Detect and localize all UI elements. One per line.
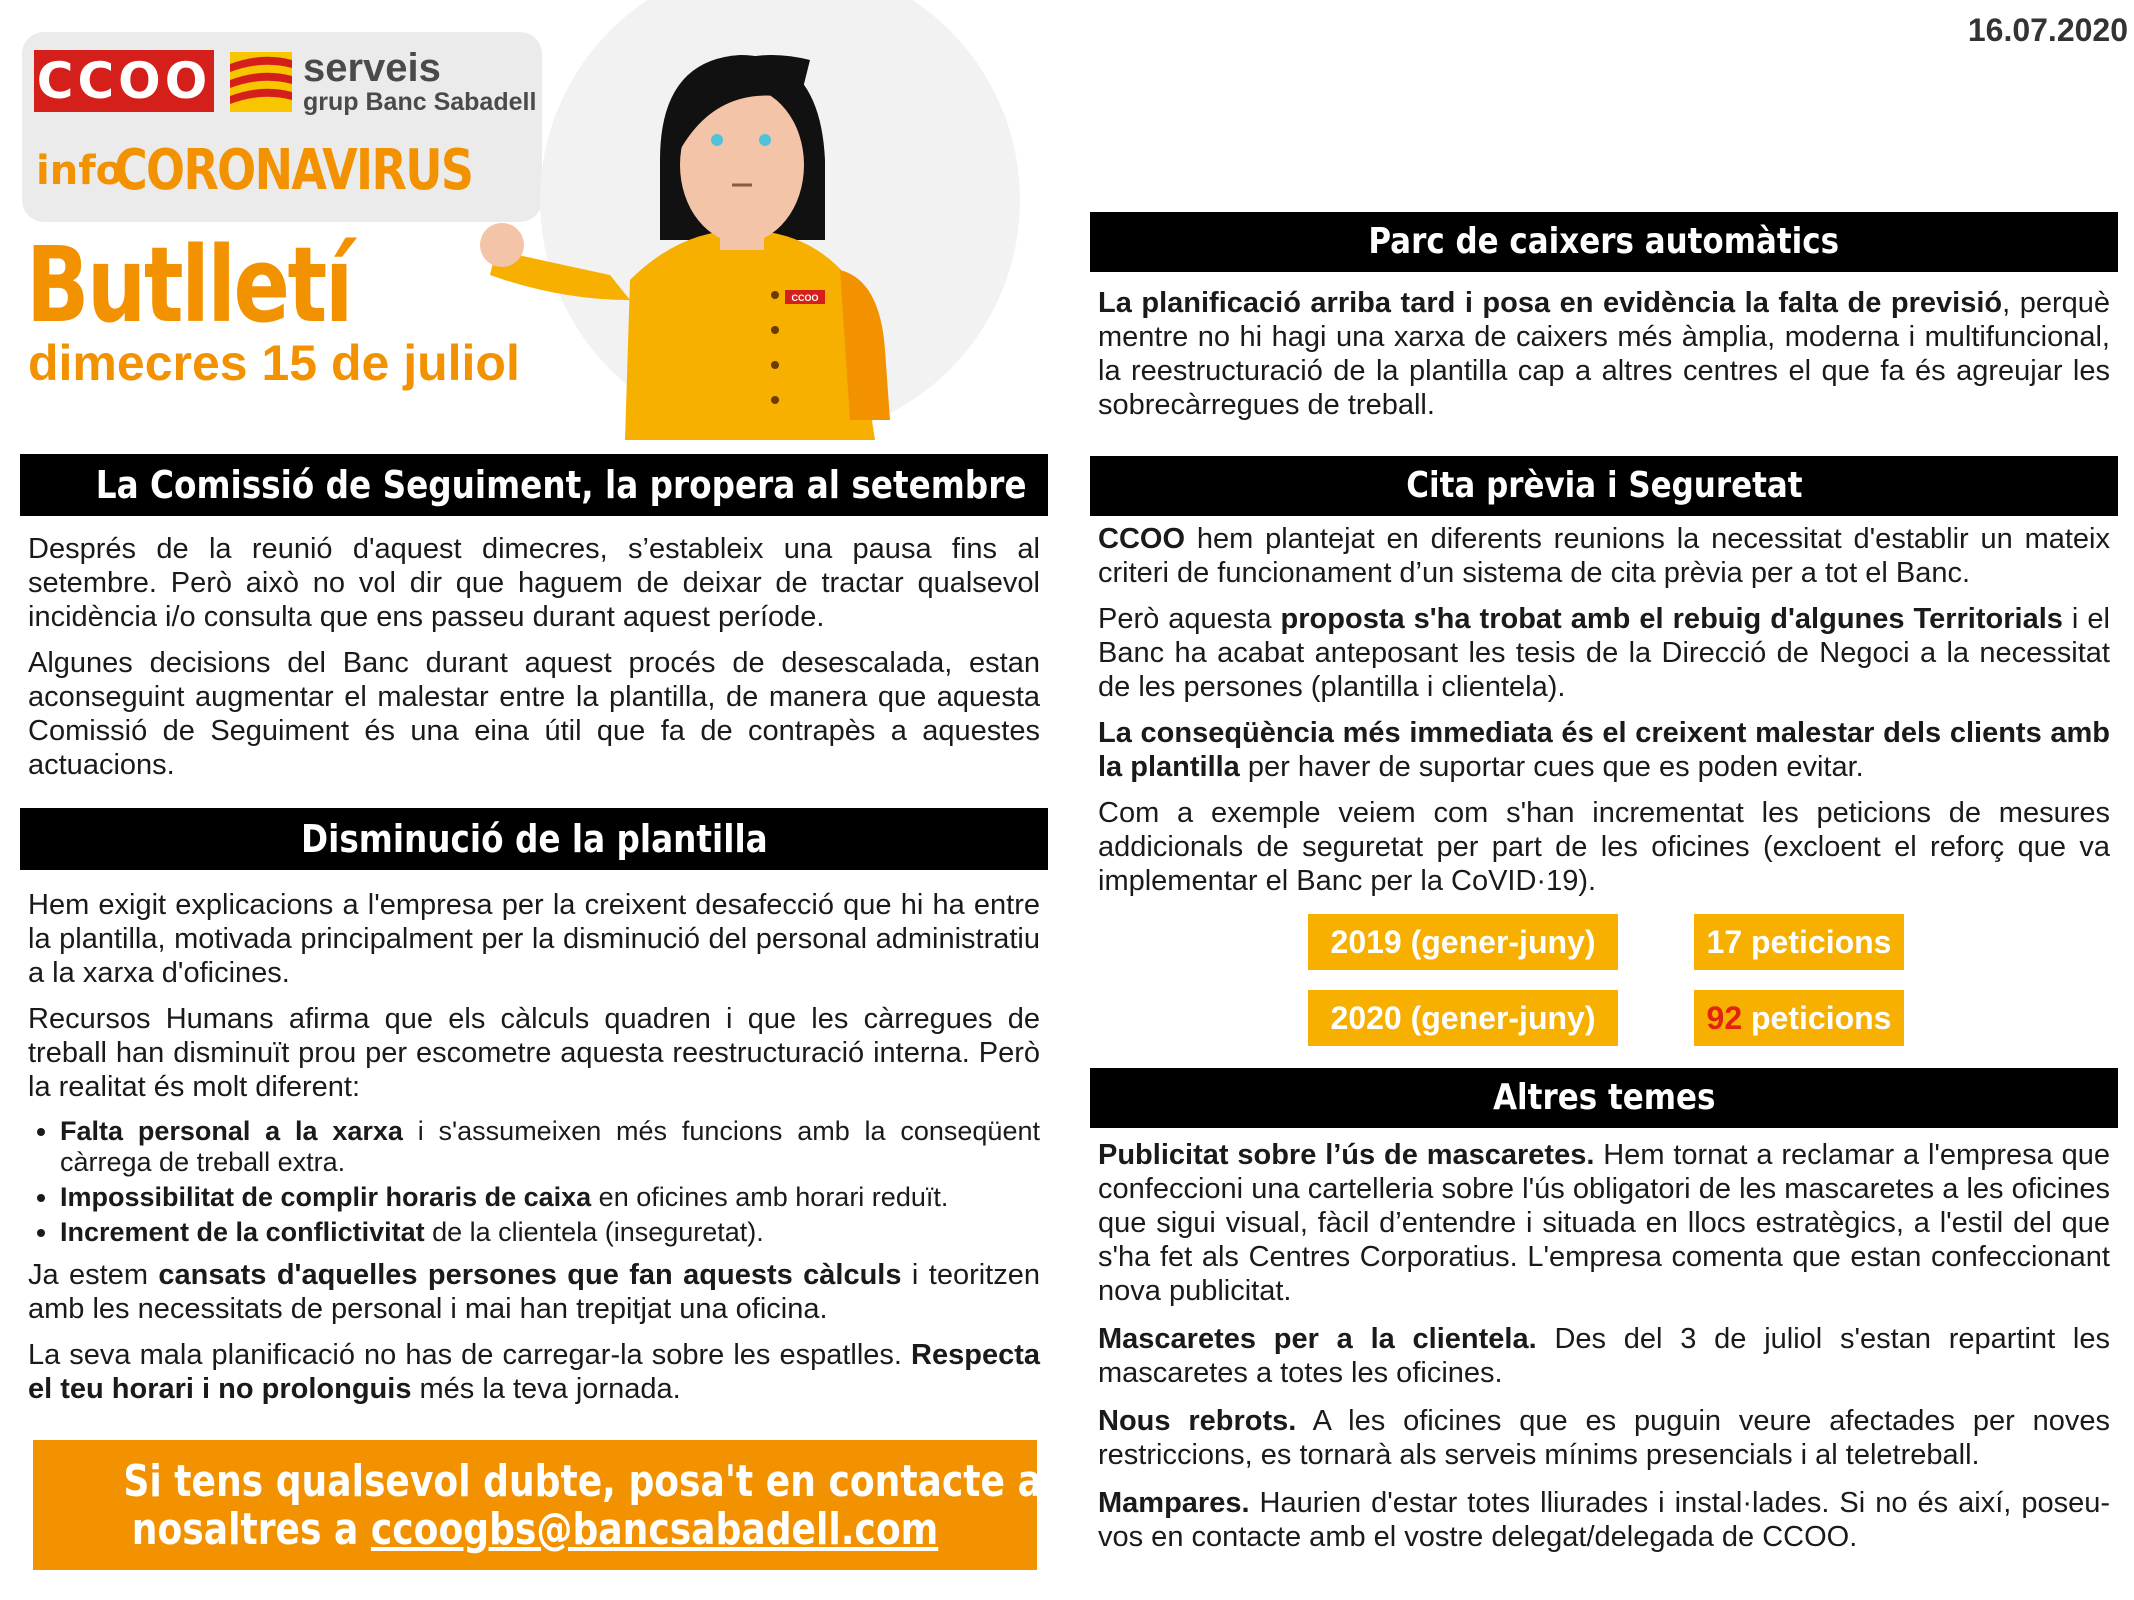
issue-date: 16.07.2020 — [1967, 12, 2128, 48]
woman-illustration — [480, 0, 1080, 440]
list-item: • Increment de la conflictivitat de la clientela (inseguretat). — [60, 1217, 1040, 1248]
section-title-comissio: La Comissió de Seguiment, la propera al setembre — [20, 454, 1048, 516]
stat-period-2019: 2019 (gener-juny) — [1308, 914, 1618, 970]
paragraph: Nous rebrots. A les oficines que es puguin veure afectades per noves restriccions, es tornarà als serveis mínims presencials i al teletreball. — [1098, 1405, 2111, 1471]
page-subtitle: dimecres 15 de juliol — [28, 335, 520, 391]
section-title-cita: Cita prèvia i Seguretat — [1090, 456, 2118, 516]
section-title-disminucio: Disminució de la plantilla — [20, 808, 1048, 870]
coronavirus-word: CORONAVIRUS — [114, 138, 473, 203]
paragraph: La planificació arriba tard i posa en evidència la falta de previsió, perquè mentre no hi hagi una xarxa de caixers més àmplia, moderna i multifuncional, la reestructuració de la plantilla cap a altres centres el que fa és agreujar les sobrecàrregues de treball. — [1098, 287, 2110, 421]
section-body-cita — [1098, 522, 2110, 910]
section-body-caixers — [1098, 286, 2110, 434]
paragraph: CCOO hem plantejat en diferents reunions la necessitat d'establir un mateix criteri de funcionament d’un sistema de cita prèvia per a tot el Banc. — [1098, 523, 2110, 589]
bullet-list — [28, 1116, 1040, 1248]
paragraph: Però aquesta proposta s'ha trobat amb el rebuig d'algunes Territorials i el Banc ha acabat anteposant les tesis de la Direcció de Negoci a la necessitat de les persones (plantilla i clientela). — [1098, 603, 2110, 703]
contact-line2: nosaltres a ccoogbs@bancsabadell.com — [131, 1504, 939, 1555]
stat-count-2019: 17 peticions — [1694, 914, 1904, 970]
page-title: Butlletí — [26, 224, 351, 346]
paragraph: La seva mala planificació no has de carregar-la sobre les espatlles. Respecta el teu horari i no prolonguis més la teva jornada. — [28, 1339, 1040, 1405]
uniform-badge-text: CCOO — [791, 293, 819, 303]
catalan-flag-icon — [230, 52, 292, 112]
paragraph: La conseqüència més immediata és el creixent malestar dels clients amb la plantilla per haver de suportar cues que es poden evitar. — [1098, 717, 2110, 783]
paragraph: Hem exigit explicacions a l'empresa per la creixent desafecció que hi ha entre la plantilla, motivada principalment per la disminució del personal administratiu a la xarxa d'oficines. — [28, 889, 1040, 989]
list-item: • Falta personal a la xarxa i s'assumeixen més funcions amb la conseqüent càrrega de treball extra. — [60, 1116, 1040, 1178]
contact-banner — [33, 1440, 1106, 1570]
stat-period-2020: 2020 (gener-juny) — [1308, 990, 1618, 1046]
paragraph: Després de la reunió d'aquest dimecres, s’estableix una pausa fins al setembre. Però això no vol dir que haguem de deixar de tractar qualsevol incidència i/o consulta que ens passeu durant aquest període. — [28, 533, 1040, 633]
section-body-disminucio — [28, 888, 1040, 1418]
section-body-altres — [1098, 1138, 2110, 1566]
contact-line1: Si tens qualsevol dubte, posa't en contacte amb — [123, 1456, 1106, 1507]
brand-line1: serveis — [303, 46, 441, 90]
brand-line2: grup Banc Sabadell — [303, 88, 537, 116]
section-title-altres: Altres temes — [1090, 1068, 2118, 1128]
info-word: info — [36, 148, 124, 194]
paragraph: Publicitat sobre l’ús de mascaretes. Hem tornat a reclamar a l'empresa que confeccioni una cartelleria sobre l'ús obligatori de les mascaretes a les oficines que sigui visual, fàcil d’entendre i situada en llocs estratègics, a l'estil del que s'ha fet als Centres Corporatius. L'empresa comenta que estan confeccionant nova publicitat. — [1098, 1139, 2110, 1307]
paragraph: Com a exemple veiem com s'han incrementat les peticions de mesures addicionals de seguretat per part de les oficines (excloent el reforç que va implementar el Banc per la CoVID·19). — [1098, 797, 2110, 897]
contact-email-link[interactable]: ccoogbs@bancsabadell.com — [370, 1504, 939, 1555]
section-title-caixers: Parc de caixers automàtics — [1090, 212, 2118, 272]
paragraph: Ja estem cansats d'aquelles persones que fan aquests càlculs i teoritzen amb les necessitats de personal i mai han trepitjat una oficina. — [28, 1259, 1040, 1325]
paragraph: Mascaretes per a la clientela. Des del 3 de juliol s'estan repartint les mascaretes a totes les oficines. — [1098, 1323, 2110, 1389]
section-body-comissio — [28, 532, 1040, 794]
ccoo-logo-text: CCOO — [36, 52, 212, 110]
stat-count-2020: 92 peticions — [1694, 990, 1904, 1046]
paragraph: Mampares. Haurien d'estar totes lliurades i instal·lades. Si no és així, poseu-vos en contacte amb el vostre delegat/delegada de CCOO. — [1098, 1487, 2110, 1553]
paragraph: Algunes decisions del Banc durant aquest procés de desescalada, estan aconseguint augmentar el malestar entre la plantilla, de manera que aquesta Comissió de Seguiment és una eina útil que fa de contrapès a aquestes actuacions. — [28, 647, 1040, 781]
paragraph: Recursos Humans afirma que els càlculs quadren i que les càrregues de treball han disminuït prou per escometre aquesta reestructuració interna. Però la realitat és molt diferent: — [28, 1003, 1040, 1103]
list-item: • Impossibilitat de complir horaris de caixa en oficines amb horari reduït. — [60, 1182, 1040, 1213]
